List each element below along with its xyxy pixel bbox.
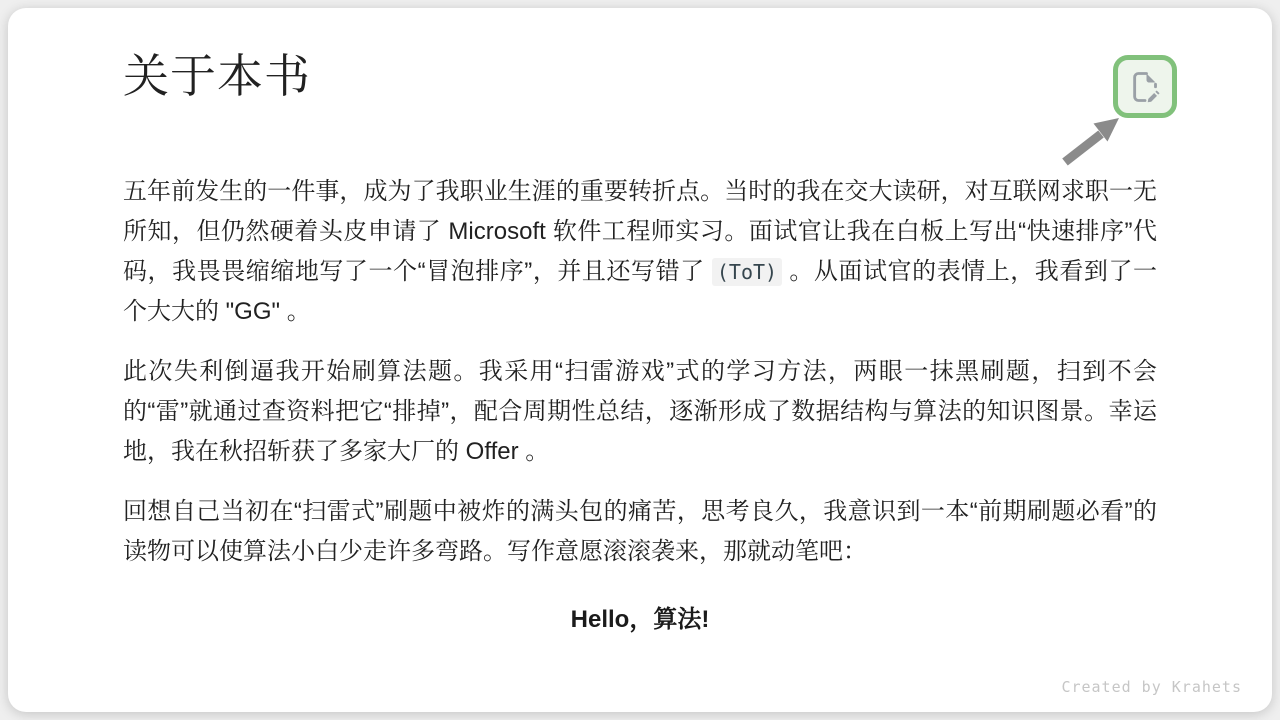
paragraph-1-text-before: 五年前发生的一件事，成为了我职业生涯的重要转折点。当时的我在交大读研，对互联网求职一无所知，但仍然硬着头皮申请了 Microsoft 软件工程师实习。面试官让我在白板上写出“快速排序”代码，我畏畏缩缩地写了一个“冒泡排序”，并且还写错了 — [123, 178, 1157, 285]
paragraph-1 — [123, 172, 1157, 332]
edit-page-button[interactable] — [1113, 55, 1177, 118]
pointer-arrow-icon — [1056, 110, 1126, 168]
paragraph-1-text-after: 。从面试官的表情上，我看到了一个大大的 "GG" 。 — [123, 258, 1157, 325]
page-title: 关于本书 — [123, 50, 311, 102]
footer-credit: Created by Krahets — [1061, 678, 1242, 696]
paragraph-2: 此次失利倒逼我开始刷算法题。我采用“扫雷游戏”式的学习方法，两眼一抹黑刷题，扫到不会的“雷”就通过查资料把它“排掉”，配合周期性总结，逐渐形成了数据结构与算法的知识图景。幸运地，我在秋招斩获了多家大厂的 Offer 。 — [123, 358, 1157, 465]
inline-code: (ToT) — [712, 258, 782, 286]
paragraph-3: 回想自己当初在“扫雷式”刷题中被炸的满头包的痛苦，思考良久，我意识到一本“前期刷题必看”的读物可以使算法小白少走许多弯路。写作意愿滚滚袭来，那就动笔吧： — [123, 498, 1157, 565]
file-edit-icon — [1127, 69, 1163, 105]
page-card — [8, 8, 1272, 712]
closing-line: Hello，算法! — [570, 606, 710, 633]
